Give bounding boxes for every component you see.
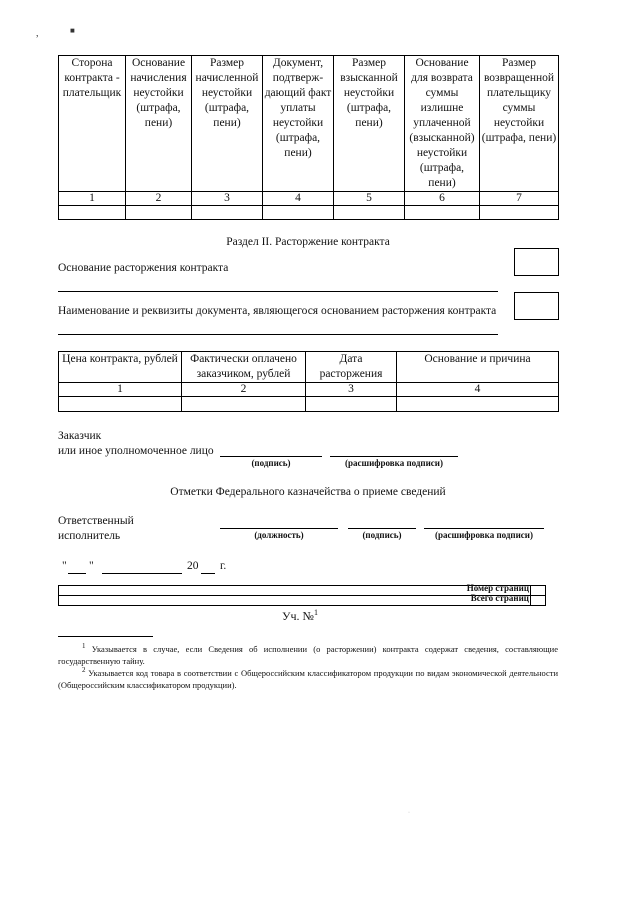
penalty-header-cell: Размер взысканной неустойки (штрафа, пени) <box>334 56 405 192</box>
column-number: 6 <box>405 192 480 206</box>
empty-cell[interactable] <box>306 397 397 412</box>
penalty-header-cell: Основание начисления неустойки (штрафа, пени) <box>126 56 192 192</box>
registration-label: Уч. № <box>282 609 314 623</box>
page-number-label: Номер страниц <box>466 583 529 593</box>
decoding-caption: (расшифровка подписи) <box>345 458 443 468</box>
column-number: 3 <box>306 383 397 397</box>
column-number: 1 <box>59 383 182 397</box>
section-title: Раздел II. Расторжение контракта <box>226 236 390 248</box>
column-number: 5 <box>334 192 405 206</box>
empty-cell[interactable] <box>480 206 559 220</box>
column-number: 7 <box>480 192 559 206</box>
penalty-table <box>58 55 559 220</box>
scan-mark: · <box>408 810 410 816</box>
total-pages-row <box>58 595 531 606</box>
customer-label-2: или иное уполномоченное лицо <box>58 445 214 457</box>
footnote-2 <box>58 664 558 691</box>
footnote-separator <box>58 636 153 637</box>
footnote-text: Указывается код товара в соответствии с Общероссийским классификатором продукции по видам экономической деятельности (Общероссийским классификатором продукции). <box>58 667 558 690</box>
footnote-mark: 2 <box>82 666 86 674</box>
termination-table <box>58 351 559 412</box>
year-suffix: г. <box>220 560 227 572</box>
column-number: 4 <box>397 383 559 397</box>
termination-reason-line[interactable] <box>58 291 498 292</box>
responsible-signature-line[interactable] <box>348 528 416 529</box>
signature-caption: (подпись) <box>251 458 291 468</box>
termination-reason-code-box[interactable] <box>514 248 559 276</box>
termination-header-cell: Дата расторжения <box>306 352 397 383</box>
pages-block <box>58 585 558 607</box>
decoding-caption: (расшифровка подписи) <box>435 530 533 540</box>
penalty-header-cell: Размер начисленной неустойки (штрафа, пени) <box>192 56 263 192</box>
footnote-text: Указывается в случае, если Сведения об исполнении (о расторжении) контракта содержат сведения, составляющие государственную тайну. <box>58 643 559 666</box>
column-number: 3 <box>192 192 263 206</box>
empty-cell[interactable] <box>192 206 263 220</box>
column-number: 4 <box>263 192 334 206</box>
customer-decoding-line[interactable] <box>330 456 458 457</box>
position-line[interactable] <box>220 528 338 529</box>
empty-cell[interactable] <box>263 206 334 220</box>
signature-caption: (подпись) <box>362 530 402 540</box>
quote-close: " <box>89 560 94 572</box>
empty-cell[interactable] <box>182 397 306 412</box>
document-label: Наименование и реквизиты документа, являющегося основанием расторжения контракта <box>58 305 497 317</box>
column-number: 1 <box>59 192 126 206</box>
penalty-header-cell: Сторона контракта - плательщик <box>59 56 126 192</box>
responsible-decoding-line[interactable] <box>424 528 544 529</box>
termination-header-cell: Основание и причина <box>397 352 559 383</box>
position-caption: (должность) <box>254 530 304 540</box>
responsible-label-2: исполнитель <box>58 530 121 542</box>
empty-cell[interactable] <box>126 206 192 220</box>
termination-header-cell: Фактически оплачено заказчиком, рублей <box>182 352 306 383</box>
termination-header-cell: Цена контракта, рублей <box>59 352 182 383</box>
penalty-header-cell: Документ, подтверж-дающий факт уплаты неустойки (штрафа, пени) <box>263 56 334 192</box>
registration-number <box>282 608 318 624</box>
year-prefix: 20 <box>187 560 199 572</box>
treasury-title: Отметки Федерального казначейства о приеме сведений <box>170 486 446 498</box>
column-number: 2 <box>126 192 192 206</box>
empty-cell[interactable] <box>59 206 126 220</box>
document-line[interactable] <box>58 334 498 335</box>
scan-mark: , <box>36 28 39 39</box>
total-pages-cell[interactable] <box>530 595 546 606</box>
registration-footnote-mark: 1 <box>313 608 318 617</box>
year-line[interactable] <box>201 573 215 574</box>
penalty-header-cell: Размер возвращенной плательщику суммы неустойки (штрафа, пени) <box>480 56 559 192</box>
customer-label: Заказчик <box>58 430 102 442</box>
quote-open: " <box>62 560 67 572</box>
month-line[interactable] <box>102 573 182 574</box>
penalty-header-cell: Основание для возврата суммы излишне уплаченной (взысканной) неустойки (штрафа, пени) <box>405 56 480 192</box>
termination-reason-label: Основание расторжения контракта <box>58 262 229 274</box>
footnote-mark: 1 <box>82 642 86 650</box>
empty-cell[interactable] <box>397 397 559 412</box>
customer-signature-line[interactable] <box>220 456 322 457</box>
footnote-1 <box>58 640 558 667</box>
empty-cell[interactable] <box>59 397 182 412</box>
empty-cell[interactable] <box>334 206 405 220</box>
total-pages-label: Всего страниц <box>470 593 529 603</box>
empty-cell[interactable] <box>405 206 480 220</box>
day-line[interactable] <box>68 573 86 574</box>
responsible-label: Ответственный <box>58 515 134 527</box>
scan-mark: ■ <box>70 26 75 35</box>
document-code-box[interactable] <box>514 292 559 320</box>
column-number: 2 <box>182 383 306 397</box>
